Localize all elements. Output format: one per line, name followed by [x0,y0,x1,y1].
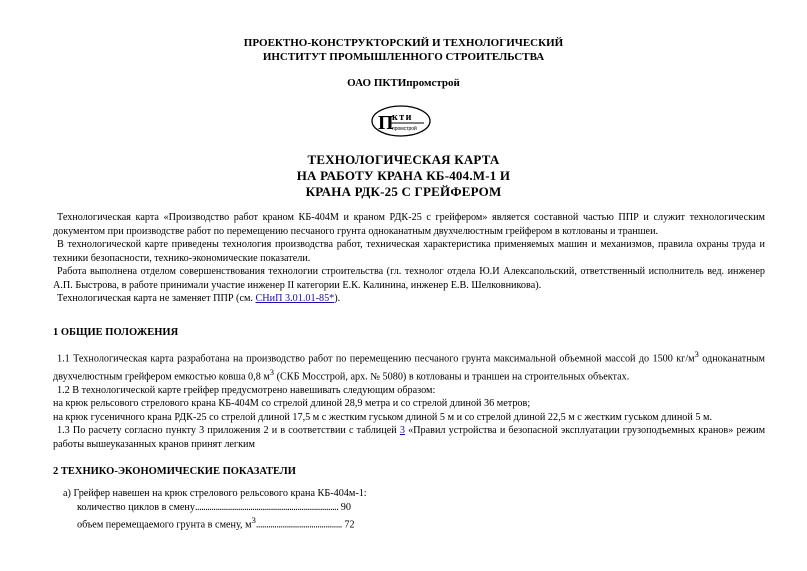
section-1-paragraph-5: 1.3 По расчету согласно пункту 3 приложения 2 и в соответствии с таблицей 3 «Правил устройства и безопасной эксплуатации грузоподъемных кранов» режим работы вышеуказанных кранов принят легким [53,425,766,450]
snip-link[interactable]: СНиП 3.01.01-85* [255,293,335,304]
svg-text:промстрой: промстрой [392,126,417,132]
indicator-value-cycles: 90 [340,501,351,513]
intro-paragraph-1: Технологическая карта «Производство работ краном КБ-404М и краном РДК-25 с грейфером» является составной частью ППР и служит технологическим документом при производстве работ по перемещению песчаного грунта одноканатным двухчелюстным грейфером в котлованы и траншеи. [53,212,765,237]
organization-name [0,36,807,64]
title-line-2: НА РАБОТУ КРАНА КБ-404.М-1 И [296,168,511,183]
title-line-1: ТЕХНОЛОГИЧЕСКАЯ КАРТА [307,152,500,167]
organization-line-2: ИНСТИТУТ ПРОМЫШЛЕННОГО СТРОИТЕЛЬСТВА [262,51,545,63]
indicator-row-cycles: количество циклов в смену...................................................................... 90 [77,501,351,513]
section-1 [53,326,765,340]
company-logo [370,104,432,138]
document-title [0,152,807,200]
section-2-text [53,487,765,532]
section-1-paragraph-1: 1.1 Технологическая карта разработана на производство работ по перемещению песчаного грунта максимальной объемной массой до 1500 $кг/м^3$ одноканатным двухчелюстным грейфером емкостью ковша 0,8 $м^3$ (СКБ Мосстрой, арх. № 5080) в котлованы и траншеи на строительных объектах. [53,349,765,383]
intro-text [53,211,765,306]
table-3-link[interactable]: 3 [399,425,405,437]
intro-paragraph-3: Работа выполнена отделом совершенствования технологии строительства (гл. технолог отдела Ю.И Алексапольский, ответственный исполнитель вед. инженер А.П. Быстрова, в работе принимали участие инженер II категории Е.К. Калинина, инженер Е.В. Шелковникова). [53,266,765,291]
section-2-heading: 2 ТЕХНИКО-ЭКОНОМИЧЕСКИЕ ПОКАЗАТЕЛИ [53,466,296,477]
indicator-row-volume: объем перемещаемого грунта в смену, $м^3$.......................................... 72 [77,515,355,531]
section-1-paragraph-2: 1.2 В технологической карте грейфер предусмотрено навешивать следующим образом: [57,384,436,396]
intro-paragraph-2: В технологической карте приведены технология производства работ, техническая характеристика применяемых машин и механизмов, правила охраны труда и техники безопасности, технико-экономические показатели. [53,239,765,264]
company-name: ОАО ПКТИпромстрой [347,77,460,89]
section-1-paragraph-4: на крюк гусеничного крана РДК-25 со стрелой длиной 17,5 м с жестким гуськом длиной 5 м и со стрелой длиной 22,5 м с жестким гуськом длиной 5 м. [53,411,713,423]
section-2 [53,465,765,479]
section-2-item-a: а) Грейфер навешен на крюк стрелового рельсового крана КБ-404м-1: [63,488,367,499]
section-1-heading: 1 ОБЩИЕ ПОЛОЖЕНИЯ [53,327,179,338]
title-line-3: КРАНА РДК-25 С ГРЕЙФЕРОМ [305,184,502,199]
svg-text:кти: кти [392,112,413,123]
section-1-paragraph-3: на крюк рельсового стрелового крана КБ-404М со стрелой длиной 28,9 метра и со стрелой длиной 36 метров; [53,398,531,410]
indicator-value-volume: 72 [344,519,355,531]
svg-text:П: П [378,112,394,134]
organization-line-1: ПРОЕКТНО-КОНСТРУКТОРСКИЙ И ТЕХНОЛОГИЧЕСКИЙ [243,37,564,49]
section-1-text [53,348,765,451]
intro-paragraph-4: Технологическая карта не заменяет ППР (см. СНиП 3.01.01-85*). [57,293,341,304]
